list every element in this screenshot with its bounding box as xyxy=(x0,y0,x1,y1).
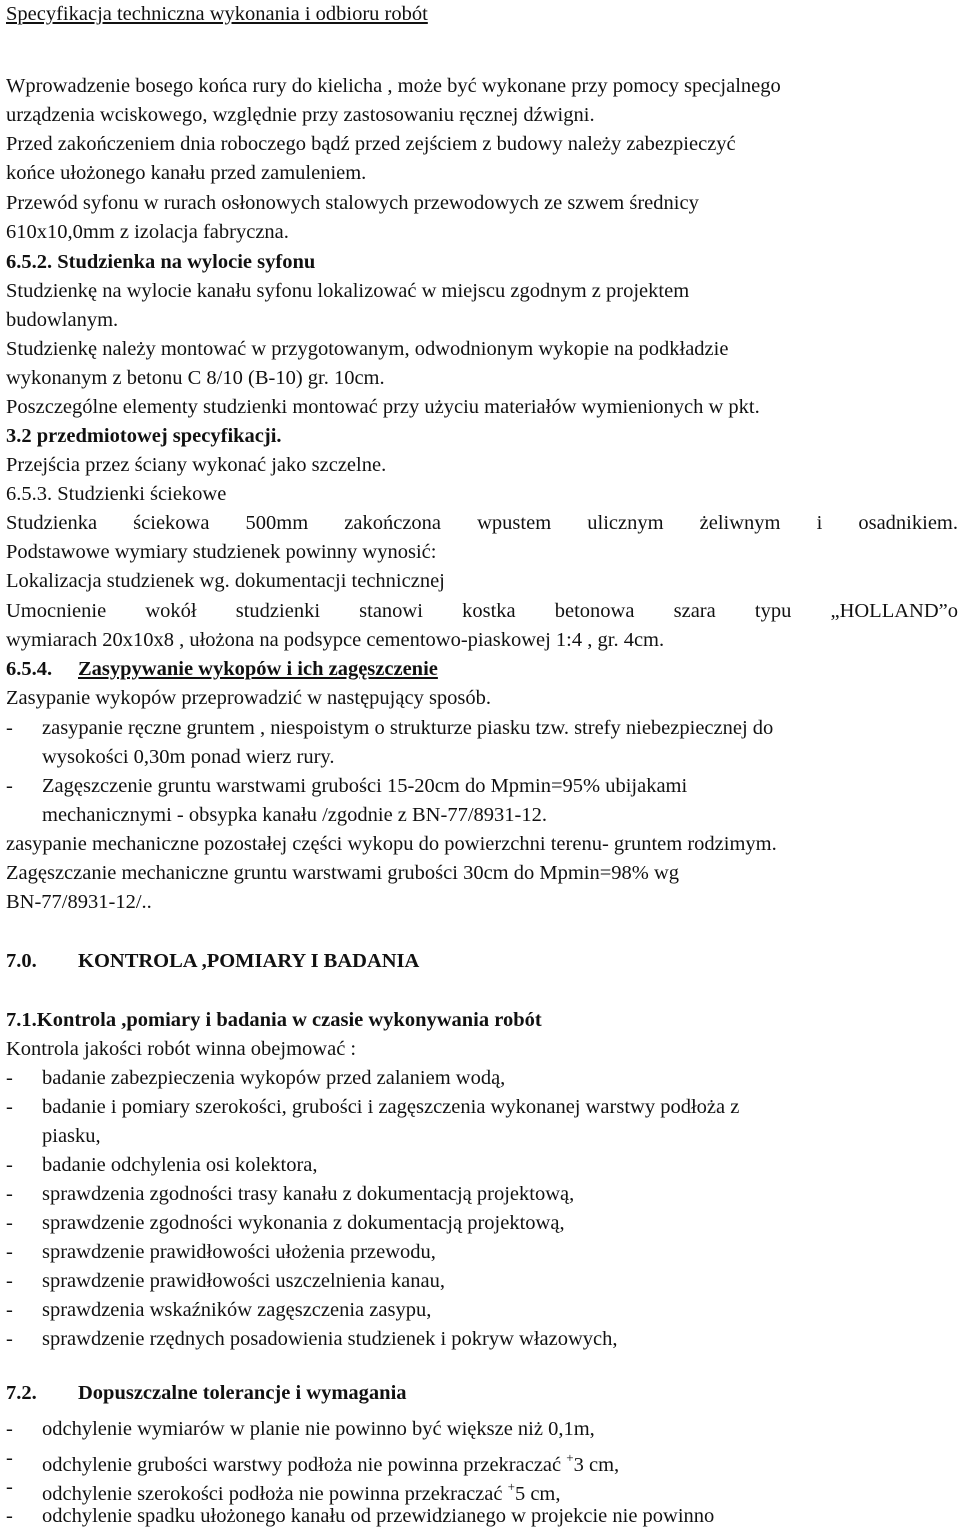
plus-superscript: + xyxy=(507,1479,515,1494)
section-number: 6.5.4. xyxy=(6,658,53,680)
paragraph-line: Przejścia przez ściany wykonać jako szczelne. xyxy=(6,454,387,476)
list-item-text: sprawdzenia zgodności trasy kanału z dokumentacją projektową, xyxy=(42,1183,575,1205)
list-dash: - xyxy=(6,1328,13,1350)
paragraph-line: Podstawowe wymiary studzienek powinny wynosić: xyxy=(6,541,437,563)
list-item-text: badanie odchylenia osi kolektora, xyxy=(42,1154,318,1176)
section-heading-6-5-3: 6.5.3. Studzienki ściekowe xyxy=(6,483,227,505)
section-number: 7.0. xyxy=(6,950,37,972)
paragraph-line: urządzenia wciskowego, względnie przy zastosowaniu ręcznej dźwigni. xyxy=(6,104,595,126)
list-dash: - xyxy=(6,1212,13,1234)
list-dash: - xyxy=(6,1067,13,1089)
list-item-text: badanie i pomiary szerokości, grubości i zagęszczenia wykonanej warstwy podłoża z xyxy=(42,1096,740,1118)
list-item-text: odchylenie wymiarów w planie nie powinno być większe niż 0,1m, xyxy=(42,1418,595,1440)
section-heading-7-1: 7.1.Kontrola ,pomiary i badania w czasie wykonywania robót xyxy=(6,1009,542,1031)
paragraph-line: końce ułożonego kanału przed zamuleniem. xyxy=(6,162,367,184)
section-title: Zasypywanie wykopów i ich zagęszczenie xyxy=(78,658,438,680)
list-dash: - xyxy=(6,717,13,739)
paragraph-line: Przed zakończeniem dnia roboczego bądź przed zejściem z budowy należy zabezpieczyć xyxy=(6,133,736,155)
document-title: Specyfikacja techniczna wykonania i odbioru robót xyxy=(6,3,428,25)
tolerance-text: odchylenie grubości warstwy podłoża nie powinna przekraczać xyxy=(42,1454,567,1476)
plus-superscript: + xyxy=(566,1450,574,1465)
list-item-text: odchylenie spadku ułożonego kanału od przewidzianego w projekcie nie powinno xyxy=(42,1505,715,1527)
list-dash: - xyxy=(6,1183,13,1205)
section-heading-6-5-2: 6.5.2. Studzienka na wylocie syfonu xyxy=(6,251,316,273)
tolerance-value: 3 cm, xyxy=(573,1454,620,1476)
paragraph-line: Zagęszczanie mechaniczne gruntu warstwami grubości 30cm do Mpmin=98% wg xyxy=(6,862,680,884)
paragraph-line: Studzienka ściekowa 500mm zakończona wpustem ulicznym żeliwnym i osadnikiem. xyxy=(6,512,958,534)
list-item-text: Zagęszczenie gruntu warstwami grubości 15-20cm do Mpmin=95% ubijakami xyxy=(42,775,688,797)
paragraph-line: budowlanym. xyxy=(6,309,119,331)
paragraph-line: 610x10,0mm z izolacja fabryczna. xyxy=(6,221,289,243)
paragraph-line: Studzienkę na wylocie kanału syfonu lokalizować w miejscu zgodnym z projektem xyxy=(6,280,690,302)
list-dash: - xyxy=(6,1299,13,1321)
paragraph-line: Lokalizacja studzienek wg. dokumentacji technicznej xyxy=(6,570,445,592)
paragraph-line: Zasypanie wykopów przeprowadzić w następujący sposób. xyxy=(6,687,492,709)
paragraph-line: wykonanym z betonu C 8/10 (B-10) gr. 10cm. xyxy=(6,367,385,389)
specification-reference: 3.2 przedmiotowej specyfikacji. xyxy=(6,425,282,447)
list-dash: - xyxy=(6,1241,13,1263)
list-item-text: sprawdzenie rzędnych posadowienia studzienek i pokryw włazowych, xyxy=(42,1328,618,1350)
list-dash: - xyxy=(6,1418,13,1440)
list-item-text: sprawdzenie prawidłowości uszczelnienia kanau, xyxy=(42,1270,446,1292)
list-item-text: wysokości 0,30m ponad wierz rury. xyxy=(42,746,335,768)
list-dash: - xyxy=(6,1505,13,1527)
list-dash: - xyxy=(6,1154,13,1176)
paragraph-line: Umocnienie wokół studzienki stanowi kostka betonowa szara typu „HOLLAND”o xyxy=(6,600,958,622)
list-dash: - xyxy=(6,1447,13,1469)
section-heading-7-2 xyxy=(6,1381,407,1405)
tolerance-text: odchylenie szerokości podłoża nie powinna przekraczać xyxy=(42,1483,508,1505)
section-title: KONTROLA ,POMIARY I BADANIA xyxy=(78,950,420,972)
list-item-text: sprawdzenie prawidłowości ułożenia przewodu, xyxy=(42,1241,436,1263)
list-item-text xyxy=(42,1475,561,1506)
list-dash: - xyxy=(6,1096,13,1118)
section-title: Dopuszczalne tolerancje i wymagania xyxy=(78,1382,407,1404)
paragraph-line: wymiarach 20x10x8 , ułożona na podsypce cementowo-piaskowej 1:4 , gr. 4cm. xyxy=(6,629,665,651)
list-item-text: sprawdzenia wskaźników zagęszczenia zasypu, xyxy=(42,1299,432,1321)
list-item-text: sprawdzenie zgodności wykonania z dokumentacją projektową, xyxy=(42,1212,565,1234)
paragraph-line: Studzienkę należy montować w przygotowanym, odwodnionym wykopie na podkładzie xyxy=(6,338,729,360)
list-item-text: piasku, xyxy=(42,1125,101,1147)
list-item-text xyxy=(42,1446,619,1477)
list-dash: - xyxy=(6,1476,13,1498)
list-dash: - xyxy=(6,1270,13,1292)
section-number: 7.2. xyxy=(6,1382,37,1404)
list-item-text: zasypanie ręczne gruntem , niespoistym o strukturze piasku tzw. strefy niebezpiecznej do xyxy=(42,717,774,739)
paragraph-line: BN-77/8931-12/.. xyxy=(6,891,152,913)
list-item-text: mechanicznymi - obsypka kanału /zgodnie z BN-77/8931-12. xyxy=(42,804,547,826)
paragraph-line: Wprowadzenie bosego końca rury do kielicha , może być wykonane przy pomocy specjalnego xyxy=(6,75,781,97)
tolerance-value: 5 cm, xyxy=(514,1483,561,1505)
section-heading-6-5-4 xyxy=(6,657,438,681)
paragraph-line: Przewód syfonu w rurach osłonowych stalowych przewodowych ze szwem średnicy xyxy=(6,192,699,214)
paragraph-line: Poszczególne elementy studzienki montować przy użyciu materiałów wymienionych w pkt. xyxy=(6,396,760,418)
section-heading-7-0 xyxy=(6,949,419,973)
list-dash: - xyxy=(6,775,13,797)
paragraph-line: Kontrola jakości robót winna obejmować : xyxy=(6,1038,357,1060)
list-item-text: badanie zabezpieczenia wykopów przed zalaniem wodą, xyxy=(42,1067,506,1089)
paragraph-line: zasypanie mechaniczne pozostałej części wykopu do powierzchni terenu- gruntem rodzimym. xyxy=(6,833,777,855)
